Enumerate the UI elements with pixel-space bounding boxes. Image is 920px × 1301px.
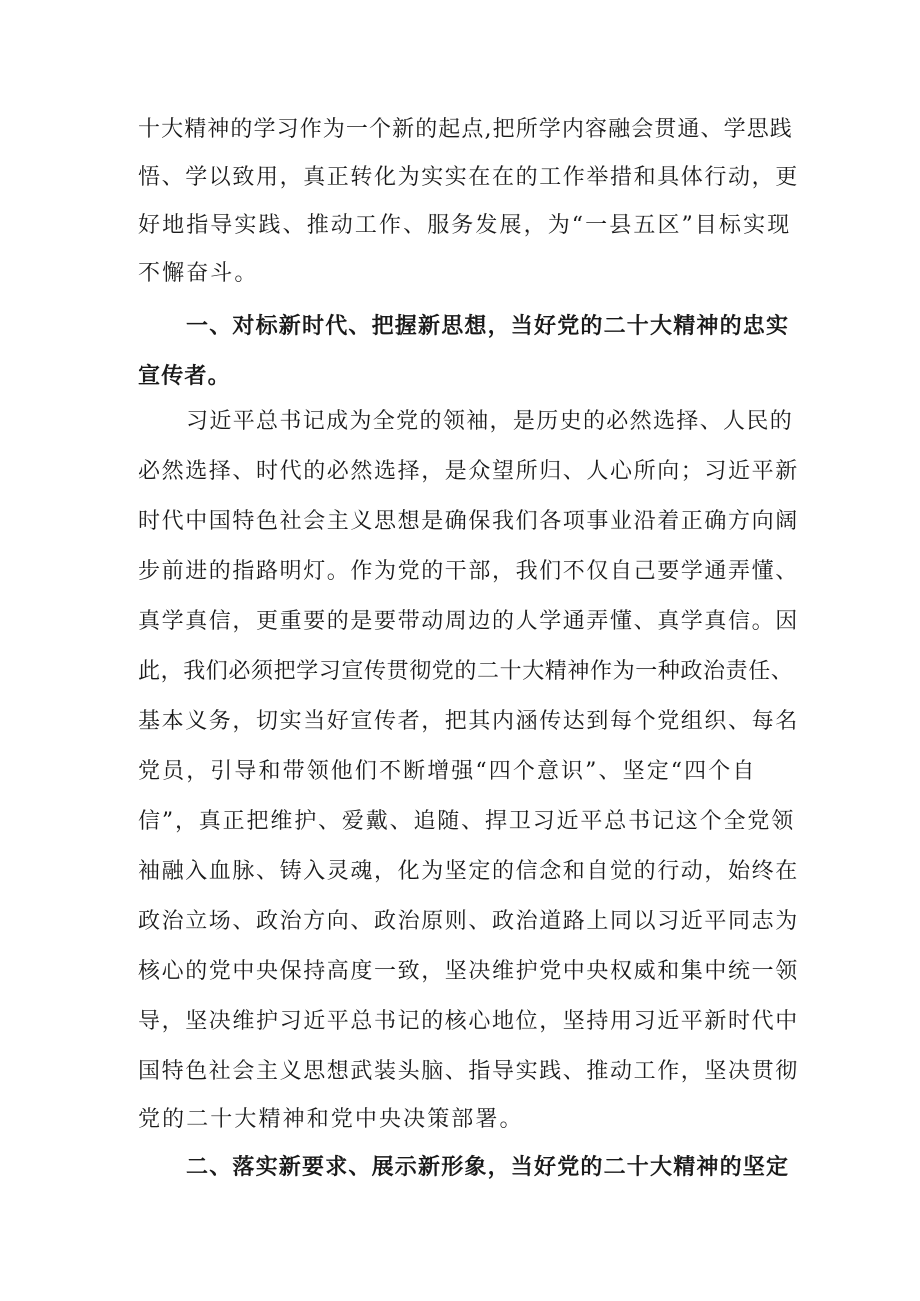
text-line: 核心的党中央保持高度一致，坚决维护党中央权威和集中统一领 (138, 959, 799, 984)
text-line: 不懈奋斗。 (138, 261, 259, 286)
heading-line: 二、落实新要求、展示新形象，当好党的二十大精神的坚定 (186, 1155, 790, 1180)
text-line: 国特色社会主义思想武装头脑、指导实践、推动工作，坚决贯彻 (138, 1059, 799, 1084)
text-line: 基本义务，切实当好宣传者，把其内涵传达到每个党组织、每名 (138, 709, 799, 734)
text-line: 步前进的指路明灯。作为党的干部，我们不仅自己要学通弄懂、 (138, 559, 799, 584)
text-line: 十大精神的学习作为一个新的起点,把所学内容融会贯通、学思践 (138, 117, 793, 142)
text-line: 真学真信，更重要的是要带动周边的人学通弄懂、真学真信。因 (138, 609, 799, 634)
text-line: 信”，真正把维护、爱戴、追随、捍卫习近平总书记这个全党领 (138, 809, 796, 834)
text-line: 习近平总书记成为全党的领袖，是历史的必然选择、人民的 (186, 409, 794, 434)
text-line: 党的二十大精神和党中央决策部署。 (138, 1107, 524, 1132)
heading-line: 一、对标新时代、把握新思想，当好党的二十大精神的忠实 (186, 314, 790, 339)
text-line: 政治立场、政治方向、政治原则、政治道路上同以习近平同志为 (138, 909, 799, 934)
text-line: 此，我们必须把学习宣传贯彻党的二十大精神作为一种政治责任、 (138, 659, 794, 684)
text-line: 好地指导实践、推动工作、服务发展，为“一县五区”目标实现 (138, 213, 792, 238)
text-line: 时代中国特色社会主义思想是确保我们各项事业沿着正确方向阔 (138, 509, 799, 534)
text-line: 悟、学以致用，真正转化为实实在在的工作举措和具体行动，更 (138, 165, 799, 190)
text-line: 导，坚决维护习近平总书记的核心地位，坚持用习近平新时代中 (138, 1009, 799, 1034)
text-line: 袖融入血脉、铸入灵魂，化为坚定的信念和自觉的行动，始终在 (138, 859, 799, 884)
text-line: 党员，引导和带领他们不断增强“四个意识”、坚定“四个自 (138, 759, 757, 784)
text-line: 必然选择、时代的必然选择，是众望所归、人心所向；习近平新 (138, 459, 799, 484)
heading-line: 宣传者。 (138, 364, 231, 389)
